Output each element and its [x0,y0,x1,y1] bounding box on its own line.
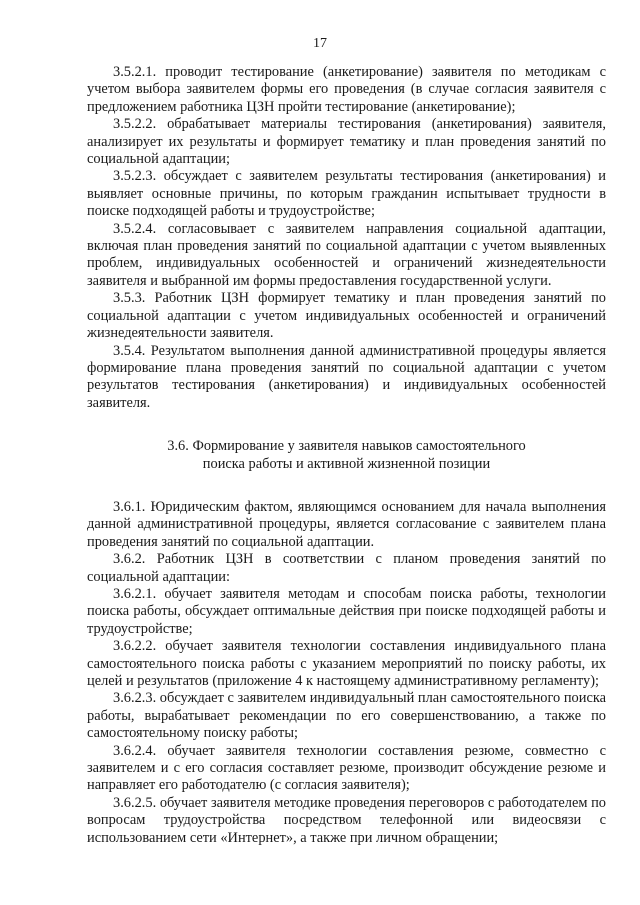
paragraph-3-5-4: 3.5.4. Результатом выполнения данной административной процедуры является формирование плана проведения занятий по социальной адаптации с учетом результатов тестирования (анкетирования) и индивидуальных особенностей заявителя. [87,342,606,411]
section-title-line-1: 3.6. Формирование у заявителя навыков самостоятельного [167,438,526,455]
paragraph-3-6-1: 3.6.1. Юридическим фактом, являющимся основанием для начала выполнения данной административной процедуры, является согласование с заявителем плана проведения занятий по социальной адаптации. [87,498,606,550]
section-title-line-2: поиска работы и активной жизненной позиции [202,455,491,472]
paragraph-3-5-2-2: 3.5.2.2. обрабатывает материалы тестирования (анкетирования) заявителя, анализирует их результаты и формирует тематику и план проведения занятий по социальной адаптации; [87,116,606,168]
paragraph-3-5-2-4: 3.5.2.4. согласовывает с заявителем направления социальной адаптации, включая план проведения занятий по социальной адаптации с учетом выявленных проблем, индивидуальных особенностей и ограничений жизнедеятельности заявителя и выбранной им формы предоставления государственной услуги. [87,220,606,289]
paragraph-3-6-2-4: 3.6.2.4. обучает заявителя технологии составления резюме, совместно с заявителем и с его согласия составляет резюме, производит обсуждение резюме и направляет его работодателю (с согласия заявителя); [87,742,606,794]
section-title-3-6 [87,438,606,473]
paragraph-3-5-2-3: 3.5.2.3. обсуждает с заявителем результаты тестирования (анкетирования) и выявляет основные причины, по которым гражданин испытывает трудности в поиске подходящей работы и трудоустройстве; [87,168,606,220]
paragraph-3-5-3: 3.5.3. Работник ЦЗН формирует тематику и план проведения занятий по социальной адаптации с учетом индивидуальных особенностей и ограничений жизнедеятельности заявителя. [87,290,606,342]
document-body [87,64,606,847]
paragraph-3-5-2-1: 3.5.2.1. проводит тестирование (анкетирование) заявителя по методикам с учетом выбора заявителем формы его проведения (в случае согласия заявителя с предложением работника ЦЗН пройти тестирование (анкетирование); [87,64,606,115]
page-number: 17 [313,36,327,51]
paragraph-3-6-2-5: 3.6.2.5. обучает заявителя методике проведения переговоров с работодателем по вопросам трудоустройства посредством телефонной или видеосвязи с использованием сети «Интернет», а также при личном обращении; [87,794,606,846]
paragraph-3-6-2-1: 3.6.2.1. обучает заявителя методам и способам поиска работы, технологии поиска работы, обсуждает оптимальные действия при поиске подходящей работы и трудоустройстве; [87,585,606,637]
paragraph-3-6-2-3: 3.6.2.3. обсуждает с заявителем индивидуальный план самостоятельного поиска работы, вырабатывает рекомендации по его совершенствованию, а также по самостоятельному поиску работы; [87,690,606,742]
paragraph-3-6-2-2: 3.6.2.2. обучает заявителя технологии составления индивидуального плана самостоятельного поиска работы с указанием мероприятий по поиску работы, их целей и результатов (приложение 4 к настоящему административному регламенту); [87,638,606,689]
paragraph-3-6-2: 3.6.2. Работник ЦЗН в соответствии с планом проведения занятий по социальной адаптации: [87,551,606,585]
